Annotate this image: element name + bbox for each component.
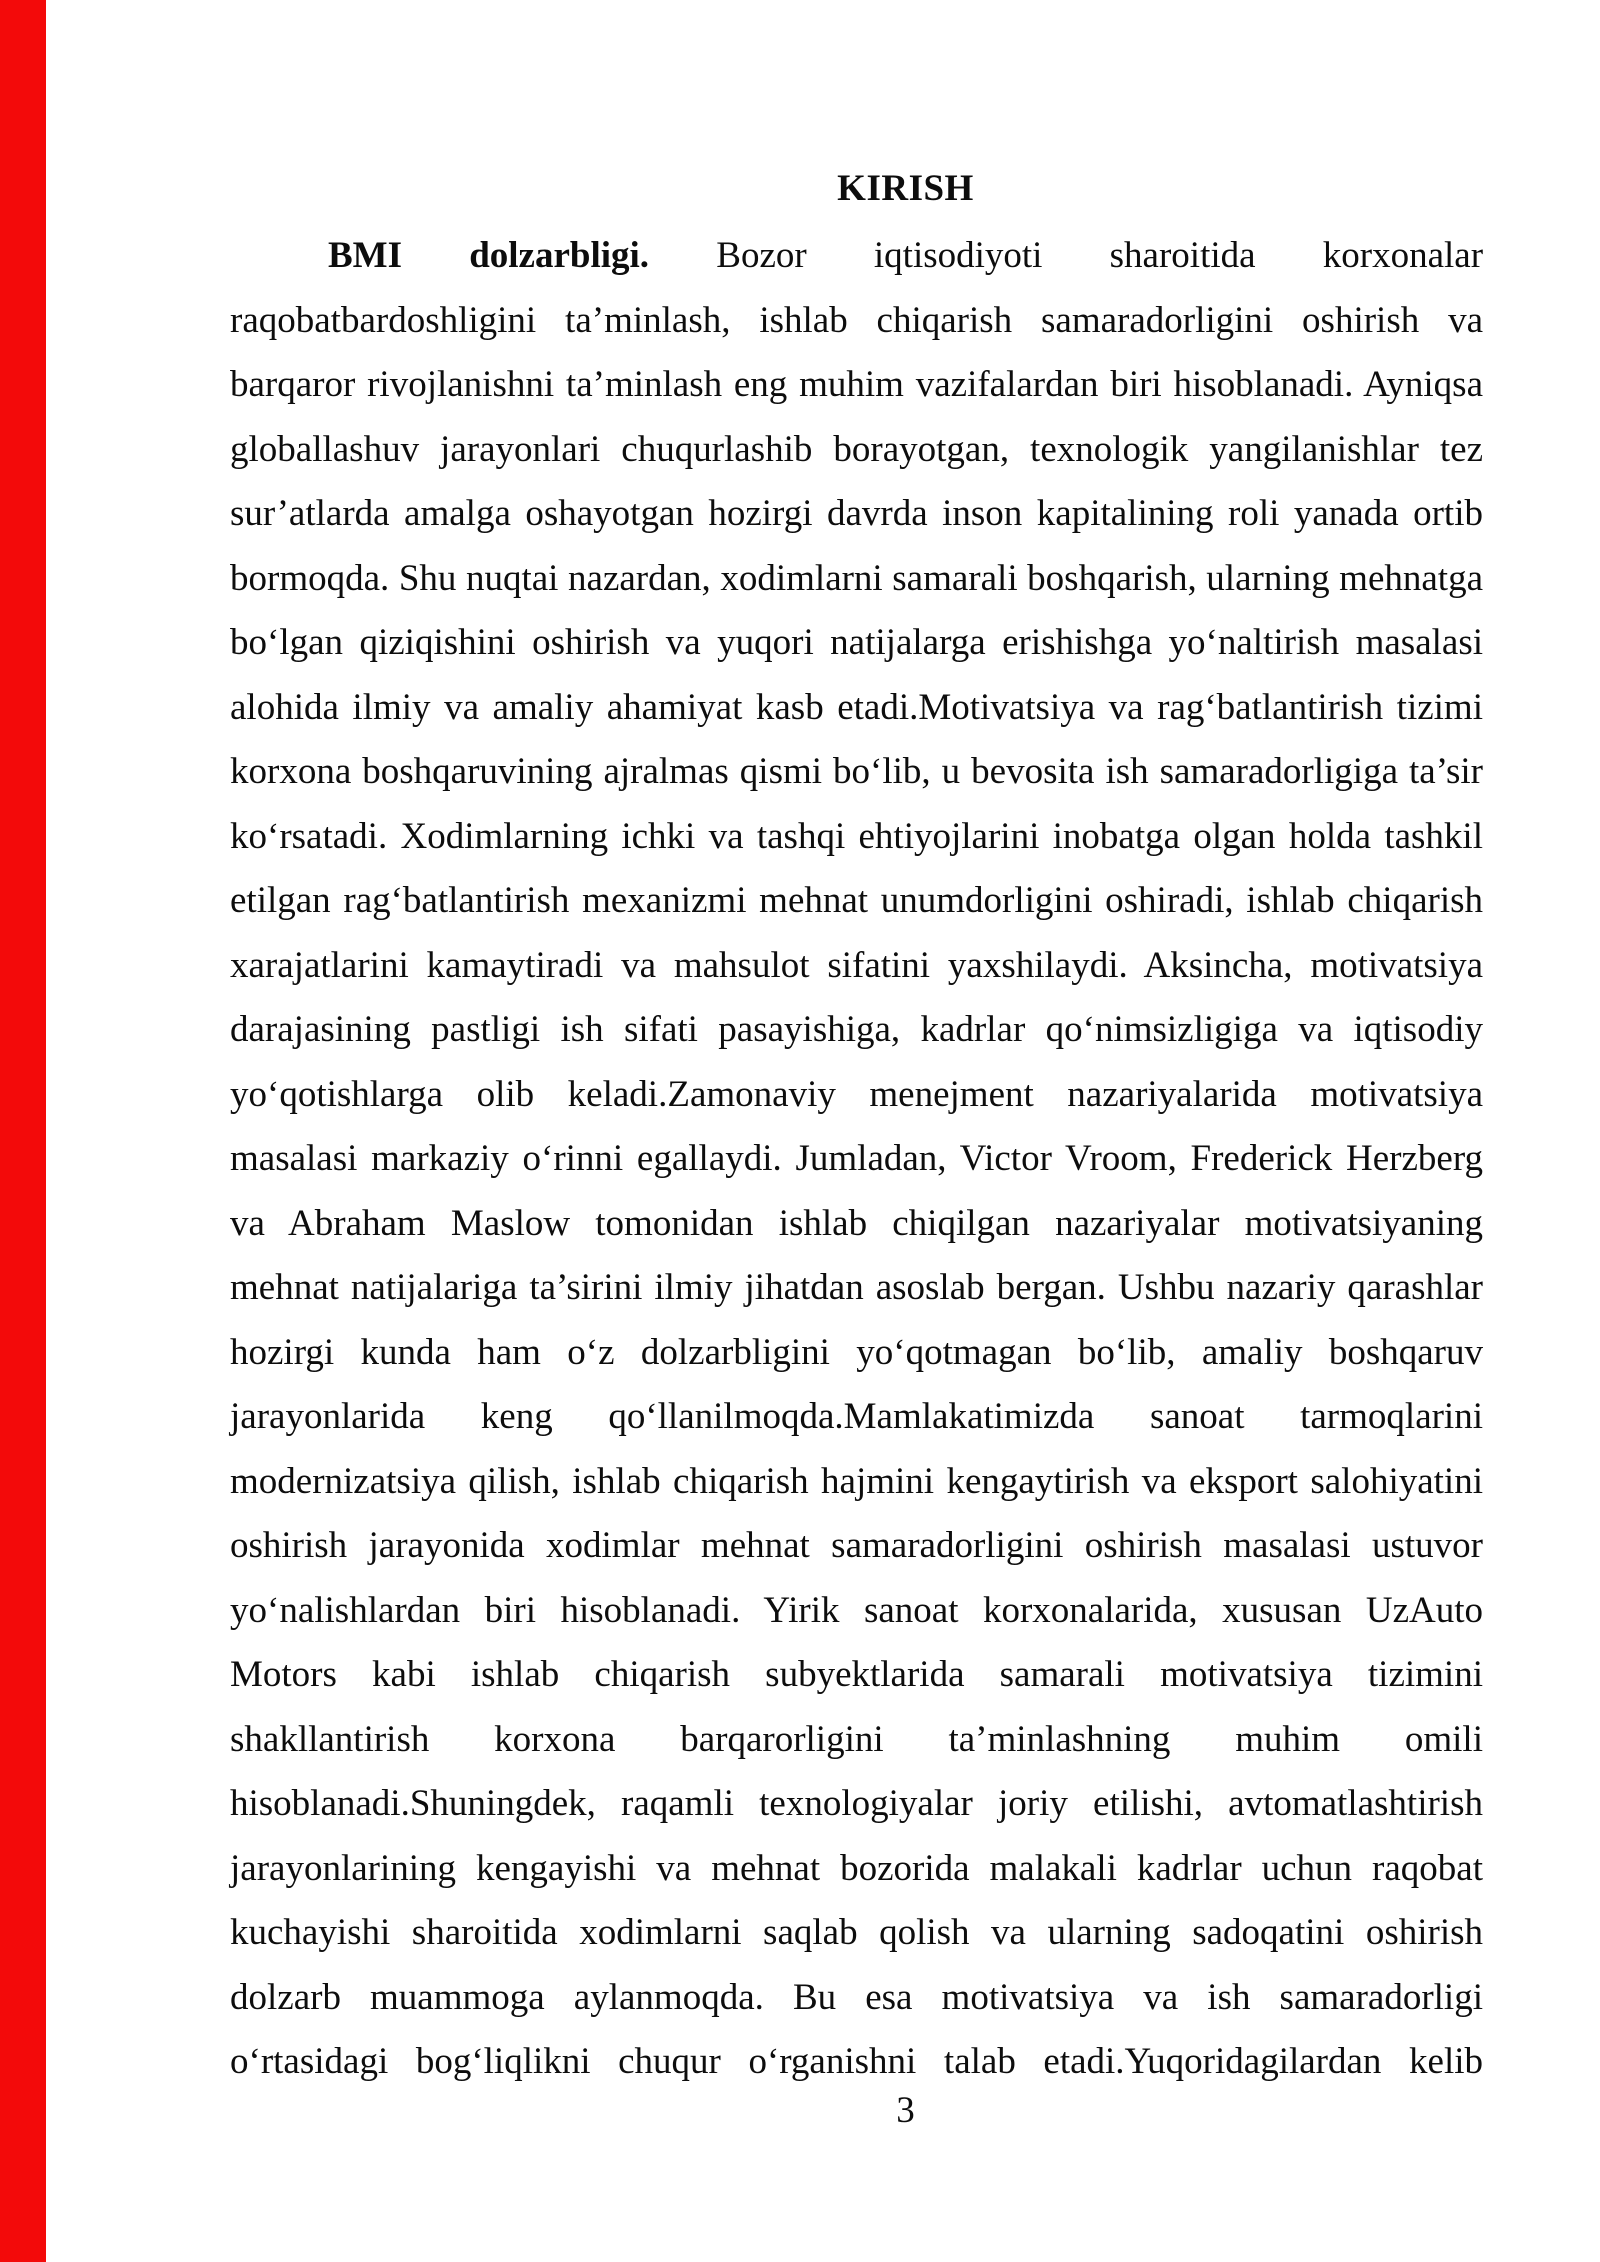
text-line: dolzarb muammoga aylanmoqda. Bu esa motivatsiya va ish samaradorligi xyxy=(230,1976,1483,2018)
page-title: KIRISH xyxy=(837,168,974,209)
text-line: yoʻqotishlarga olib keladi.Zamonaviy menejment nazariyalarida motivatsiya xyxy=(230,1073,1483,1115)
text-line: yoʻnalishlardan biri hisoblanadi. Yirik sanoat korxonalarida, xususan UzAuto xyxy=(230,1589,1483,1631)
text-line: barqaror rivojlanishni ta’minlash eng muhim vazifalardan biri hisoblanadi. Ayniqsa xyxy=(230,364,1483,405)
text-line: kuchayishi sharoitida xodimlarni saqlab qolish va ularning sadoqatini oshirish xyxy=(230,1912,1483,1953)
text-line: alohida ilmiy va amaliy ahamiyat kasb etadi.Motivatsiya va ragʻbatlantirish tizimi xyxy=(230,686,1483,728)
text-line: va Abraham Maslow tomonidan ishlab chiqilgan nazariyalar motivatsiyaning xyxy=(230,1202,1483,1244)
text-line: jarayonlarida keng qoʻllanilmoqda.Mamlakatimizda sanoat tarmoqlarini xyxy=(230,1396,1483,1437)
text-line: raqobatbardoshligini ta’minlash, ishlab chiqarish samaradorligini oshirish va xyxy=(230,299,1483,341)
text-line: bormoqda. Shu nuqtai nazardan, xodimlarni samarali boshqarish, ularning mehnatga xyxy=(230,557,1483,599)
text-line: oshirish jarayonida xodimlar mehnat samaradorligini oshirish masalasi ustuvor xyxy=(230,1525,1483,1566)
text-line: Motors kabi ishlab chiqarish subyektlarida samarali motivatsiya tizimini xyxy=(230,1654,1483,1695)
text-line: koʻrsatadi. Xodimlarning ichki va tashqi ehtiyojlarini inobatga olgan holda tashkil xyxy=(230,815,1483,857)
text-line: mehnat natijalariga ta’sirini ilmiy jihatdan asoslab bergan. Ushbu nazariy qarashlar xyxy=(230,1267,1483,1308)
paragraph-first-line-rest: Bozor iqtisodiyoti sharoitida korxonalar xyxy=(716,235,1484,276)
paragraph-lead-bold: BMI dolzarbligi. xyxy=(328,235,650,276)
text-line: modernizatsiya qilish, ishlab chiqarish hajmini kengaytirish va eksport salohiyatini xyxy=(230,1460,1483,1502)
document-page xyxy=(230,156,1483,2133)
text-line: sur’atlarda amalga oshayotgan hozirgi davrda inson kapitalining roli yanada ortib xyxy=(230,493,1483,534)
text-line: oʻrtasidagi bogʻliqlikni chuqur oʻrganishni talab etadi.Yuqoridagilardan kelib xyxy=(230,2041,1483,2082)
left-margin-red-bar xyxy=(0,0,46,2262)
paragraph-lines xyxy=(230,289,1483,2095)
text-line: shakllantirish korxona barqarorligini ta’minlashning muhim omili xyxy=(230,1718,1483,1760)
text-line: globallashuv jarayonlari chuqurlashib borayotgan, texnologik yangilanishlar tez xyxy=(230,428,1483,470)
text-line: hisoblanadi.Shuningdek, raqamli texnologiyalar joriy etilishi, avtomatlashtirish xyxy=(230,1783,1483,1824)
text-line: jarayonlarining kengayishi va mehnat bozorida malakali kadrlar uchun raqobat xyxy=(230,1847,1483,1889)
body-paragraph xyxy=(230,224,1483,2095)
text-line: boʻlgan qiziqishini oshirish va yuqori natijalarga erishishga yoʻnaltirish masalasi xyxy=(230,622,1483,663)
text-line: xarajatlarini kamaytiradi va mahsulot sifatini yaxshilaydi. Aksincha, motivatsiya xyxy=(230,944,1483,986)
text-line: masalasi markaziy oʻrinni egallaydi. Jumladan, Victor Vroom, Frederick Herzberg xyxy=(230,1138,1483,1179)
page-number: 3 xyxy=(896,2089,915,2131)
text-line: korxona boshqaruvining ajralmas qismi boʻlib, u bevosita ish samaradorligiga ta’sir xyxy=(230,751,1483,792)
text-line-first xyxy=(230,224,1483,289)
text-line: darajasining pastligi ish sifati pasayishiga, kadrlar qoʻnimsizligiga va iqtisodiy xyxy=(230,1009,1483,1050)
text-line: etilgan ragʻbatlantirish mexanizmi mehnat unumdorligini oshiradi, ishlab chiqarish xyxy=(230,880,1483,921)
text-line: hozirgi kunda ham oʻz dolzarbligini yoʻqotmagan boʻlib, amaliy boshqaruv xyxy=(230,1331,1483,1373)
